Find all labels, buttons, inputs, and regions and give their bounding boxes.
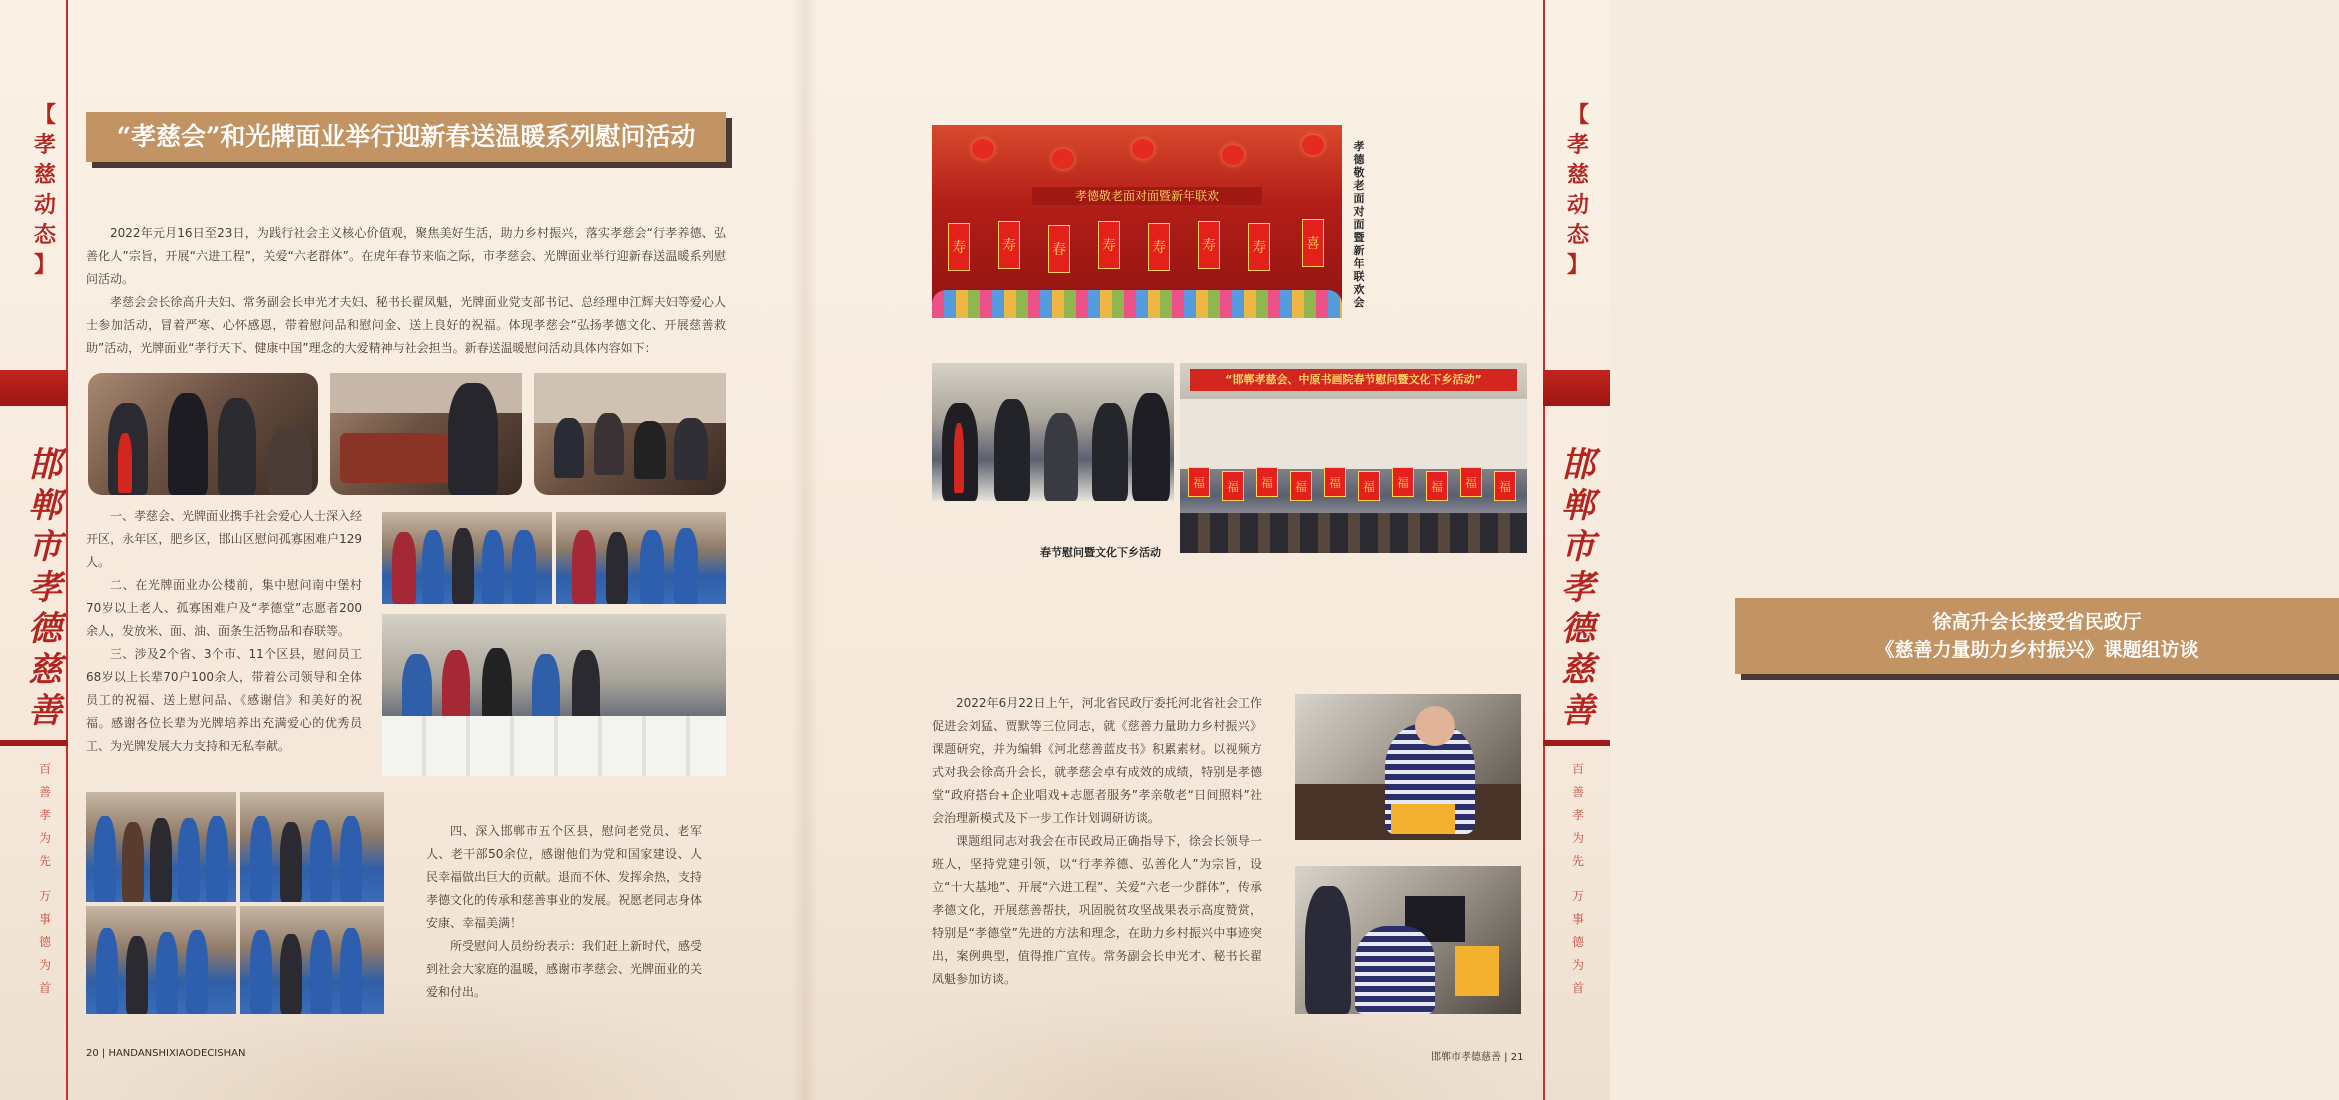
side-section-title: 【 孝 慈 动 态 】 <box>1566 102 1589 278</box>
photo-veteran-visit-2 <box>240 792 384 902</box>
scroll-character: 寿 <box>1248 223 1270 271</box>
left-side-column <box>12 0 78 1100</box>
scroll-character: 春 <box>1048 225 1070 273</box>
side-rule <box>66 0 68 1100</box>
photo-new-year-gala <box>932 125 1342 318</box>
scroll-character: 福 <box>1290 471 1312 501</box>
scroll-character: 福 <box>1392 467 1414 497</box>
photo-video-interview-1 <box>1295 694 1521 840</box>
photo-culture-to-countryside <box>1180 363 1527 553</box>
motto-vertical: 百 善 孝 为 先 万 事 德 为 首 <box>38 762 51 995</box>
red-band-thin <box>0 740 68 746</box>
photo-veteran-visit-3 <box>86 906 236 1014</box>
photo-home-visit-2 <box>330 373 522 495</box>
scroll-character: 福 <box>1358 471 1380 501</box>
intro-text: 2022年元月16日至23日，为践行社会主义核心价值观，聚焦美好生活，助力乡村振兴，落实孝慈会“行孝养德、弘善化人”宗旨，开展“六进工程”，关爱“六老群体”。在虎年春节来临之际，市孝慈会、光牌面业举行迎新春送温暖系列慰问活动。 孝慈会会长徐高升夫妇、常务副会长申光才夫妇、秘书长翟凤魁，光牌面业党支部书记、总经理申江辉夫妇等爱心人士参加活动，冒着严寒、心怀感恩，带着慰问品和慰问金、送上良好的祝福。体现孝慈会“弘扬孝德文化、开展慈善救助”活动，光牌面业“孝行天下、健康中国”理念的大爱精神与社会担当。新春送温暖慰问活动具体内容如下： <box>86 226 726 355</box>
calligraphy-title: 邯 郸 市 孝 德 慈 善 <box>28 445 62 731</box>
scroll-character: 寿 <box>1198 221 1220 269</box>
banner-title-line2: 《慈善力量助力乡村振兴》课题组访谈 <box>1875 639 2199 661</box>
event-banner: “邯郸孝慈会、中原书画院春节慰问暨文化下乡活动” <box>1190 369 1517 391</box>
right-page <box>805 0 2199 1100</box>
photo-staff-visit-2 <box>556 512 726 604</box>
photo-distribution-event <box>382 614 726 776</box>
photo-row-caption: 春节慰问暨文化下乡活动 <box>1040 546 1161 559</box>
scroll-character: 寿 <box>1098 221 1120 269</box>
activity-list-text: 一、孝慈会、光牌面业携手社会爱心人士深入经开区，永年区，肥乡区，邯山区慰问孤寡困难户129人。 二、在光牌面业办公楼前，集中慰问南中堡村70岁以上老人、孤寡困难户及“孝德堂”志愿者200余人，发放米、面、油、面条生活物品和春联等。 三、涉及2个省、3个市、11个区县，慰问员工68岁以上长辈70户100余人，带着公司领导和全体员工的祝福、送上慰问品、《感谢信》和美好的祝福。感谢各位长辈为光牌培养出充满爱心的优秀员工、为光牌发展大力支持和无私奉献。 <box>86 509 363 753</box>
stage-backdrop-text: 孝德敬老面对面暨新年联欢 <box>1032 187 1262 205</box>
page-footer: 20 | HANDANSHIXIAODECISHAN <box>86 1048 246 1059</box>
calligraphy-title: 邯 郸 市 孝 德 慈 善 <box>1561 445 1595 731</box>
scroll-character: 福 <box>1460 467 1482 497</box>
interview-text: 2022年6月22日上午，河北省民政厅委托河北省社会工作促进会刘猛、贾默等三位同志，就《慈善力量助力乡村振兴》课题研究，并为编辑《河北慈善蓝皮书》积累素材。以视频方式对我会徐高升会长，就孝慈会卓有成效的成绩，特别是孝德堂“政府搭台+企业唱戏+志愿者服务”孝亲敬老“日间照料”社会治理新模式及下一步工作计划调研访谈。 课题组同志对我会在市民政局正确指导下，徐会长领导一班人，坚持党建引领，以“行孝养德、弘善化人”为宗旨，设立“十大基地”、开展“六进工程”、关爱“六老一少群体”，传承孝德文化，开展慈善帮扶，巩固脱贫攻坚战果表示高度赞赏，特别是“孝德堂”先进的方法和理念，在助力乡村振兴中事迹突出，案例典型，值得推广宣传。常务副会长申光才、秘书长翟凤魁参加访谈。 <box>932 696 1262 986</box>
scroll-character: 寿 <box>1148 223 1170 271</box>
scroll-character: 福 <box>1494 471 1516 501</box>
scroll-character: 寿 <box>998 221 1020 269</box>
scroll-character: 福 <box>1188 467 1210 497</box>
page-footer: 邯郸市孝德慈善 | 21 <box>1431 1052 1524 1063</box>
photo-gift-giving <box>932 363 1174 501</box>
photo-staff-visit-1 <box>382 512 552 604</box>
scroll-character: 寿 <box>948 223 970 271</box>
side-section-title: 【 孝 慈 动 态 】 <box>33 102 56 278</box>
photo-home-visit-3 <box>534 373 726 495</box>
photo-caption-gala: 孝 德 敬 老 面 对 面 暨 新 年 联 欢 会 <box>1353 140 1365 309</box>
scroll-character: 福 <box>1426 471 1448 501</box>
article-title-banner: “孝慈会”和光牌面业举行迎新春送温暖系列慰问活动 <box>86 112 726 162</box>
book-gutter <box>792 0 818 1100</box>
closing-text: 四、深入邯郸市五个区县，慰问老党员、老军人、老干部50余位，感谢他们为党和国家建设、人民幸福做出巨大的贡献。退而不休、发挥余热，支持孝德文化的传承和慈善事业的发展。祝愿老同志身体安康、幸福美满！ 所受慰问人员纷纷表示：我们赶上新时代，感受到社会大家庭的温暖，感谢市孝慈会、光牌面业的关爱和付出。 <box>426 824 703 999</box>
photo-home-visit-1 <box>88 373 318 495</box>
red-band <box>0 370 68 406</box>
scroll-character: 喜 <box>1302 219 1324 267</box>
scroll-character: 福 <box>1222 471 1244 501</box>
photo-veteran-visit-4 <box>240 906 384 1014</box>
photo-video-interview-2 <box>1295 866 1521 1014</box>
photo-veteran-visit-1 <box>86 792 236 902</box>
banner-title-line1: 徐高升会长接受省民政厅 <box>1932 611 2142 633</box>
scroll-character: 福 <box>1256 467 1278 497</box>
scroll-character: 福 <box>1324 467 1346 497</box>
motto-vertical: 百 善 孝 为 先 万 事 德 为 首 <box>1571 762 1584 995</box>
article-title-banner-2 <box>1735 598 2339 674</box>
right-side-column <box>1545 0 1611 1100</box>
left-page <box>0 0 805 1100</box>
